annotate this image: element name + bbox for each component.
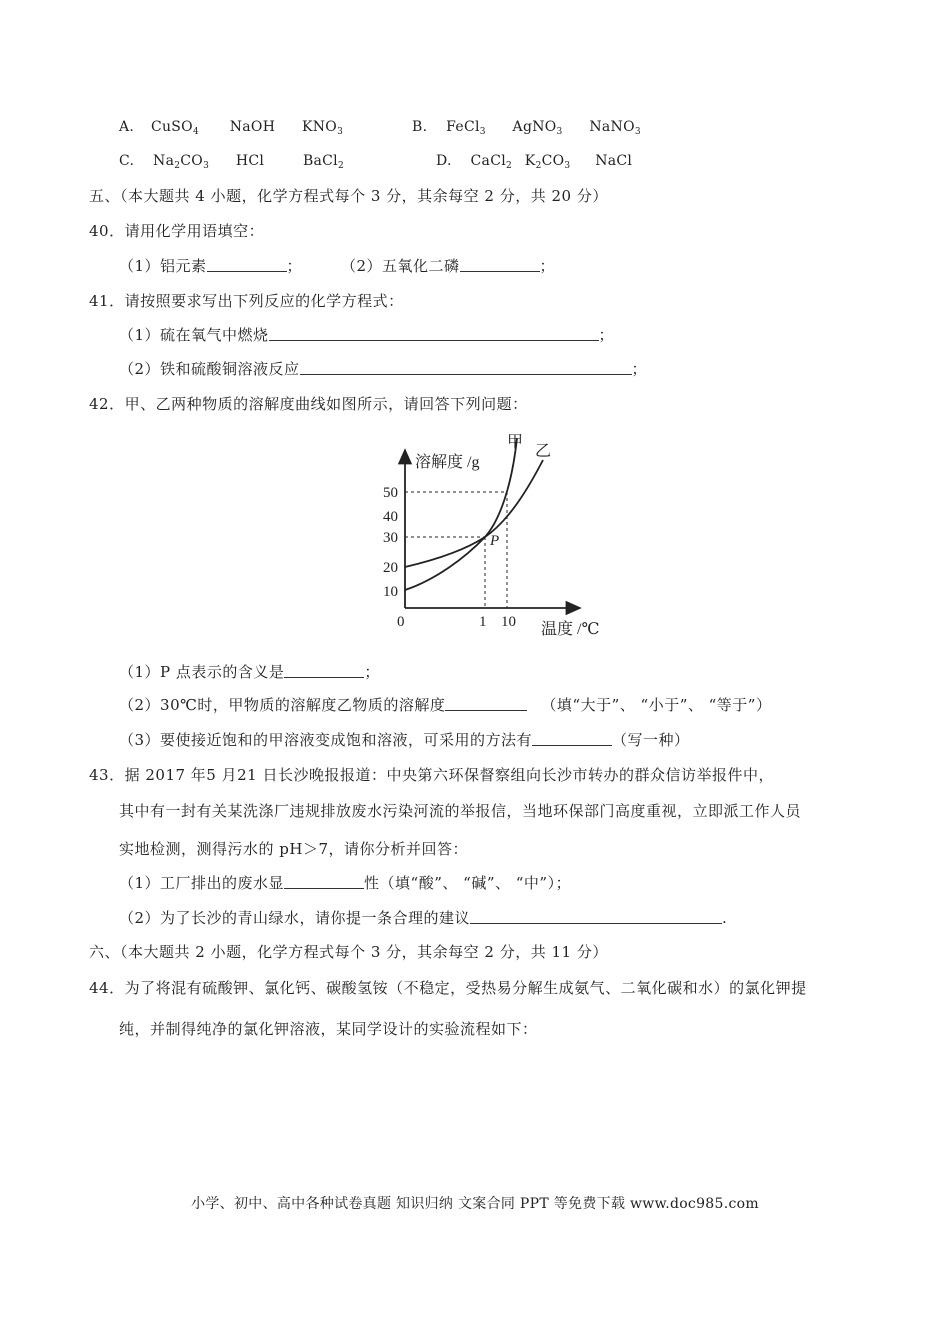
answer-blank[interactable] [300,359,632,375]
question-43-part-2: （2）为了长沙的青山绿水，请你提一条合理的建议 . [119,909,728,927]
question-41-part-1: （1）硫在氧气中燃烧 ； [119,326,615,344]
formula: $K_2CO_3$ [524,153,571,171]
formula: CuSO$_4$ [150,119,199,137]
option-letter: A. [119,119,135,135]
answer-blank[interactable] [460,256,540,272]
formula: $Na_2CO_3$ [153,153,210,171]
option-a [119,119,343,135]
y-tick-label: 30 [383,530,398,546]
answer-blank[interactable] [445,695,527,711]
question-42-part-1: （1）P 点表示的含义是 ； [119,663,380,681]
answer-blank[interactable] [284,873,364,889]
answer-blank[interactable] [532,730,612,746]
formula: NaNO$_3$ [589,119,641,137]
y-tick-label: 10 [383,584,398,600]
solubility-chart [375,430,615,640]
question-43-part-1: （1）工厂排出的废水显 性（填“酸”、 “碱”、 “中”）； [119,874,572,892]
formula: NaCl [595,153,633,169]
x-tick-label: 1 [479,614,487,630]
y-tick-label: 20 [383,560,398,576]
x-tick-label: 0 [397,614,405,630]
formula: CaCl$_2$ [470,153,513,171]
formula: FeCl$_3$ [446,119,486,137]
formula: HCl [235,153,265,169]
y-axis-label: 溶解度 /g [415,454,480,471]
formula: BaCl$_2$ [302,153,344,171]
question-42-part-2: （2）30℃时，甲物质的溶解度乙物质的溶解度 （填“大于”、 “小于”、 “等于”） [119,696,772,714]
answer-blank[interactable] [269,325,599,341]
answer-blank[interactable] [284,662,364,678]
page-footer: 小学、初中、高中各种试卷真题 知识归纳 文案合同 PPT 等免费下载 www.doc985.com [191,1196,759,1212]
question-43-stem: 43．据 2017 年5 月21 日长沙晚报报道：中央第六环保督察组向长沙市转办的群众信访举报件中， [89,766,774,784]
answer-blank[interactable] [470,908,722,924]
answer-blank[interactable] [207,256,287,272]
option-b [412,119,641,135]
x-axis-label: 温度 /℃ [541,621,600,638]
question-44-line-2: 纯，并制得纯净的氯化钾溶液，某同学设计的实验流程如下： [119,1020,538,1038]
formula: NaOH [229,119,276,135]
option-letter: C. [119,153,135,169]
series-line-yi [405,460,543,567]
formula: $KNO_3$ [301,119,344,137]
question-40-part-2: （2）五氧化二磷 ； [341,257,556,275]
y-tick-label: 40 [383,509,398,525]
question-41-stem: 41．请按照要求写出下列反应的化学方程式： [89,292,404,310]
question-40-stem: 40．请用化学用语填空： [89,222,265,240]
option-d [436,153,632,169]
question-44-line-1: 44．为了将混有硫酸钾、氯化钙、碳酸氢铵（不稳定，受热易分解生成氨气、二氧化碳和水）的氯化钾提 [89,979,807,997]
question-42-part-3: （3）要使接近饱和的甲溶液变成饱和溶液，可采用的方法有 （写一种） [119,731,690,749]
question-43-line-2: 其中有一封有关某洗涤厂违规排放废水污染河流的举报信，当地环保部门高度重视，立即派工作人员 [119,802,802,820]
question-42-stem: 42．甲、乙两种物质的溶解度曲线如图所示，请回答下列问题： [89,395,528,413]
option-c [119,153,344,169]
section-6-heading: 六、（本大题共 2 小题，化学方程式每个 3 分，其余每空 2 分，共 11 分） [89,943,608,961]
series-label-jia: 甲 [507,434,524,451]
series-label-yi: 乙 [535,443,552,460]
formula: AgNO$_3$ [512,119,563,137]
option-letter: B. [412,119,428,135]
option-letter: D. [436,153,452,169]
question-40-part-1: （1）铝元素 ； [119,257,303,275]
y-tick-label: 50 [383,485,398,501]
x-tick-label: 10 [501,614,516,630]
question-41-part-2: （2）铁和硫酸铜溶液反应 ； [119,360,648,378]
section-5-heading: 五、（本大题共 4 小题，化学方程式每个 3 分，其余每空 2 分，共 20 分） [89,187,608,205]
point-label-p: P [490,533,500,549]
question-43-line-3: 实地检测，测得污水的 pH＞7，请你分析并回答： [119,840,468,858]
